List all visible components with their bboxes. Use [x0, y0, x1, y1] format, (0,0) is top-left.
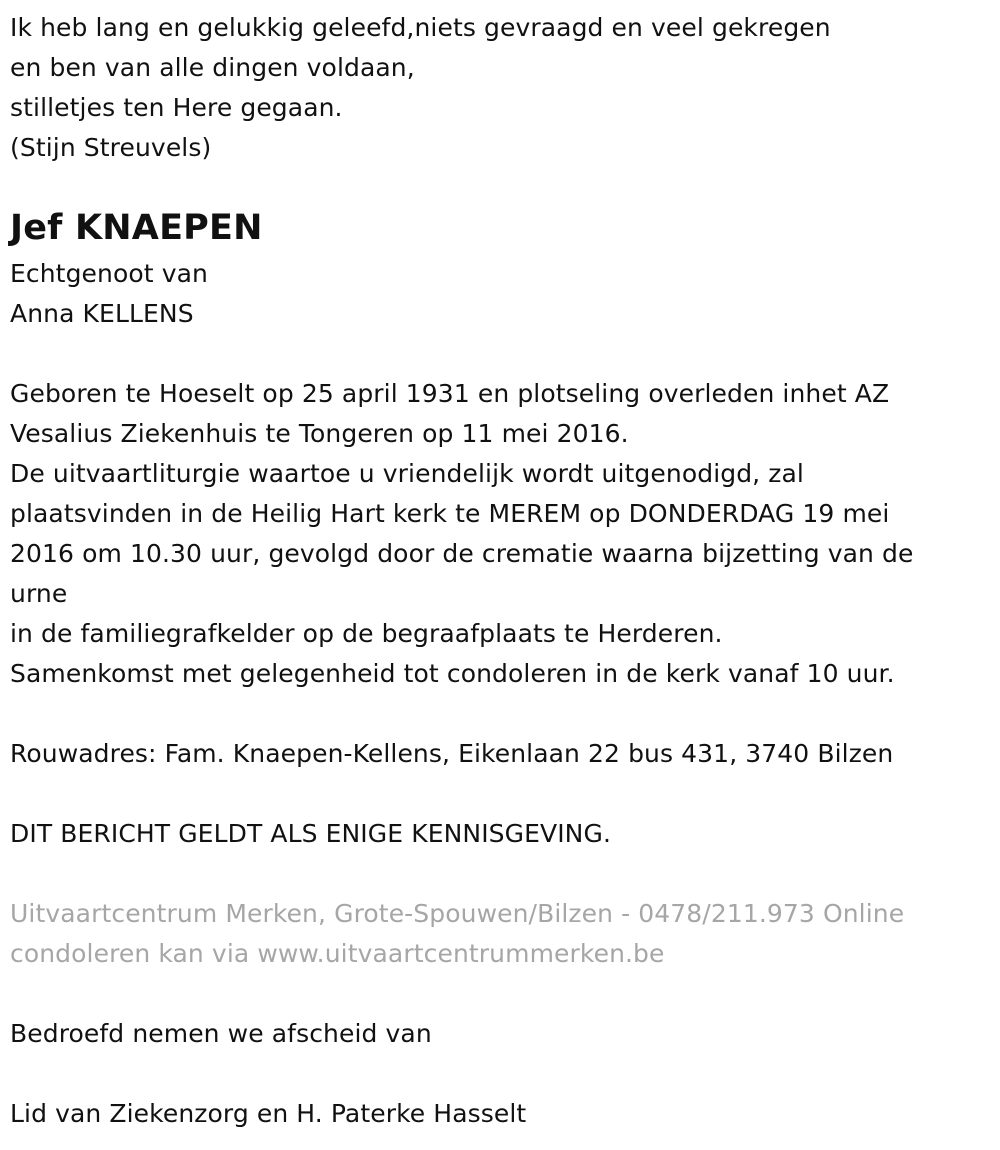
- farewell: [10, 1014, 990, 1054]
- funeral-home-info: [10, 894, 990, 974]
- funeral-home-line: Uitvaartcentrum Merken, Grote-Spouwen/Bilzen - 0478/211.973 Online: [10, 899, 905, 928]
- poem-line: stilletjes ten Here gegaan.: [10, 93, 343, 122]
- announcement-line: Vesalius Ziekenhuis te Tongeren op 11 mei 2016.: [10, 419, 629, 448]
- funeral-home-line: condoleren kan via www.uitvaartcentrummerken.be: [10, 939, 665, 968]
- notice: [10, 814, 990, 854]
- announcement-line: Geboren te Hoeselt op 25 april 1931 en plotseling overleden inhet AZ: [10, 379, 890, 408]
- poem-line: Ik heb lang en gelukkig geleefd,niets gevraagd en veel gekregen: [10, 13, 831, 42]
- announcement-line: Samenkomst met gelegenheid tot condoleren in de kerk vanaf 10 uur.: [10, 659, 895, 688]
- mourning-address: [10, 734, 990, 774]
- poem-attribution: (Stijn Streuvels): [10, 133, 212, 162]
- announcement-line: 2016 om 10.30 uur, gevolgd door de crematie waarna bijzetting van de: [10, 539, 914, 568]
- spouse-info: [10, 254, 990, 334]
- announcement-text: [10, 374, 990, 694]
- relation-label: Echtgenoot van: [10, 259, 208, 288]
- deceased-name: Jef KNAEPEN: [10, 208, 263, 248]
- notice-line: DIT BERICHT GELDT ALS ENIGE KENNISGEVING.: [10, 819, 611, 848]
- announcement-line: urne: [10, 579, 68, 608]
- announcement-line: plaatsvinden in de Heilig Hart kerk te MEREM op DONDERDAG 19 mei: [10, 499, 890, 528]
- poem-line: en ben van alle dingen voldaan,: [10, 53, 415, 82]
- membership: [10, 1094, 990, 1134]
- membership-line: Lid van Ziekenzorg en H. Paterke Hasselt: [10, 1099, 527, 1128]
- announcement-line: in de familiegrafkelder op de begraafplaats te Herderen.: [10, 619, 723, 648]
- poem: [10, 8, 990, 168]
- farewell-line: Bedroefd nemen we afscheid van: [10, 1019, 432, 1048]
- address-line: Rouwadres: Fam. Knaepen-Kellens, Eikenlaan 22 bus 431, 3740 Bilzen: [10, 739, 894, 768]
- spouse-name: Anna KELLENS: [10, 299, 194, 328]
- announcement-line: De uitvaartliturgie waartoe u vriendelijk wordt uitgenodigd, zal: [10, 459, 804, 488]
